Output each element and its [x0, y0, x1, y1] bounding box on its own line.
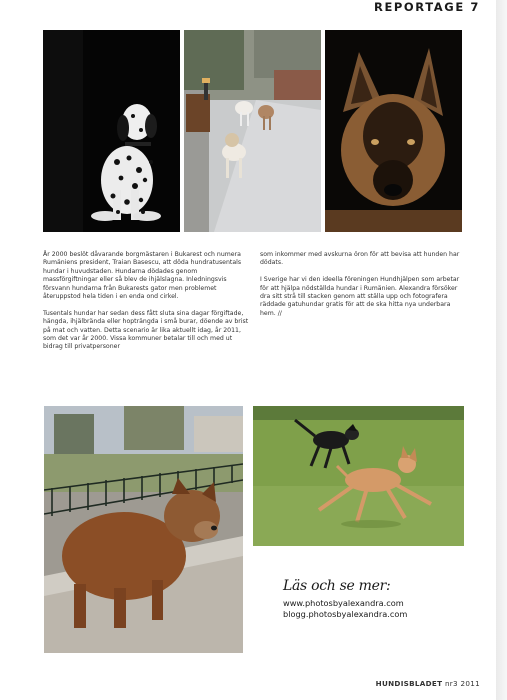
page-footer — [376, 679, 480, 688]
magazine-name: HUNDISBLADET — [375, 679, 443, 688]
article-paragraph: Tusentals hundar har sedan dess fått sluta sina dagar förgiftade, hängda, ihjälbrända eller hopträngda i små burar, döende av brist på mat och vatten. Detta scenario är lika aktuellt idag, år 2011, som det var år 2000. Vissa kommuner betalar till och med ut bidrag till privatpersoner — [43, 309, 249, 351]
street-dogs-photo — [184, 30, 321, 232]
blog-link[interactable]: blogg.photosbyalexandra.com — [283, 609, 408, 619]
running-dogs-photo — [253, 406, 464, 546]
section-label: REPORTAGE 7 — [373, 0, 480, 14]
dalmatian-photo — [43, 30, 180, 232]
shepherd-photo — [325, 30, 462, 232]
read-more-title: Läs och se mer: — [283, 578, 391, 594]
page-edge — [496, 0, 507, 700]
article-paragraph: som inkommer med avskurna öron för att bevisa att hunden har dödats. — [260, 251, 460, 267]
read-more-box — [283, 578, 473, 620]
article-paragraph: År 2000 beslöt dåvarande borgmästaren i Bukarest och numera Rumäniens president, Traian Basescu, att döda hundratusentals hundar i huvudstaden. Hundarna dödades genom massförgiftningar eller så blev de ihjälslagna. Inledningsvis försvann hundarna från Bukarests gator men problemet återuppstod hela tiden i en enda ond cirkel. — [43, 251, 242, 301]
issue-label: nr3 2011 — [444, 679, 480, 688]
article-column-1 — [43, 251, 253, 360]
website-link[interactable]: www.photosbyalexandra.com — [283, 598, 404, 608]
brown-dog-photo — [44, 406, 243, 653]
article-paragraph: I Sverige har vi den ideella föreningen Hundhjälpen som arbetar för att hjälpa nödställda hundar i Rumänien. Alexandra försöker dra sitt strå till stacken genom att ställa upp och fotografera räddade gatuhundar gratis för att de ska hitta nya underbara hem. // — [260, 276, 460, 317]
article-column-2 — [260, 251, 465, 327]
